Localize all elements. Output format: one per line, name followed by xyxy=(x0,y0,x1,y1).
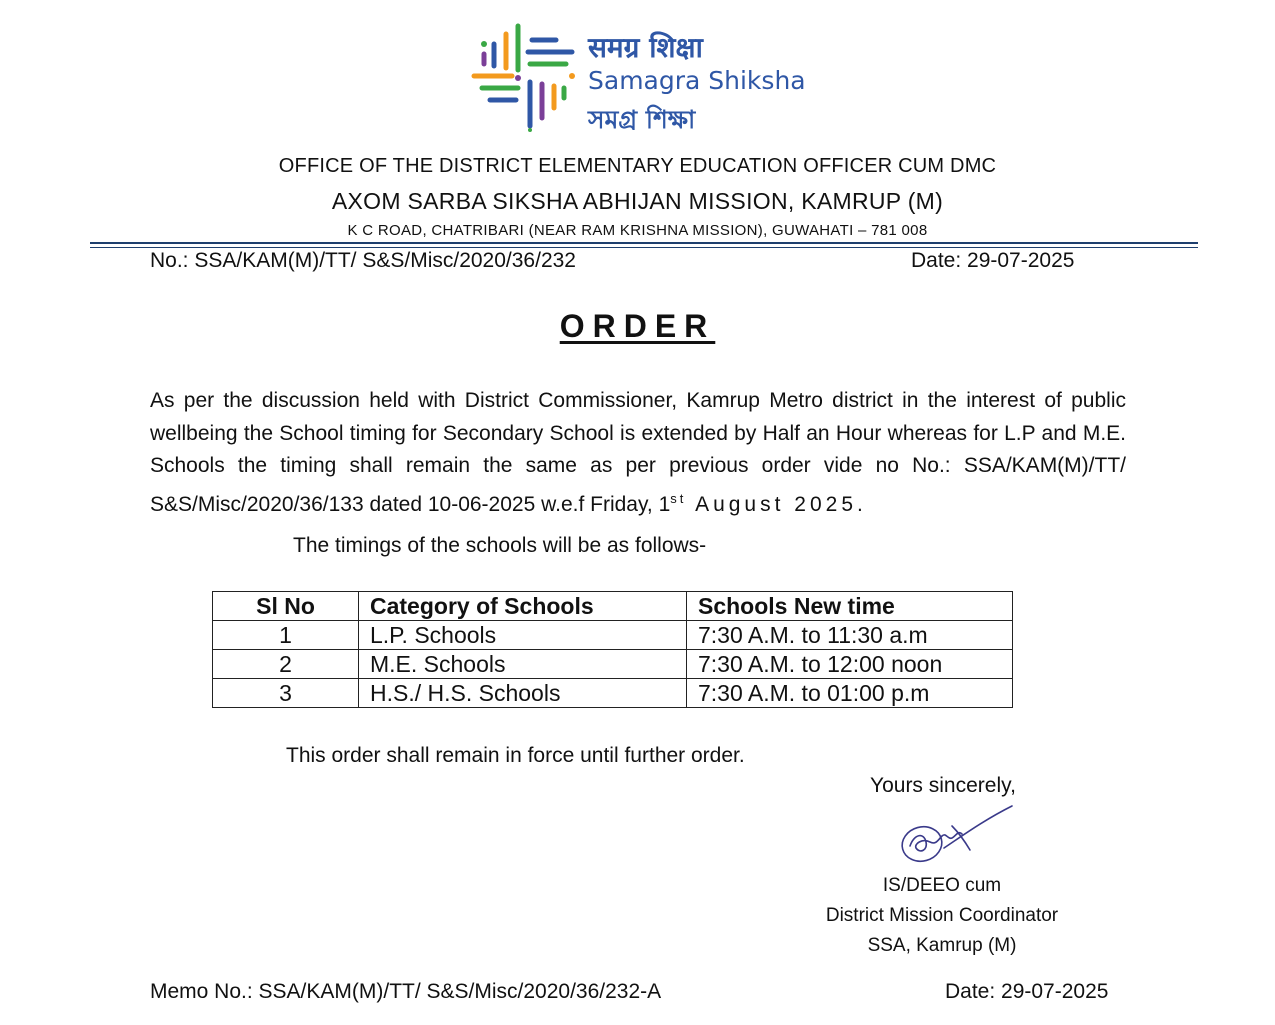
salutation: Yours sincerely, xyxy=(870,774,1016,797)
signatory-designation-2: District Mission Coordinator xyxy=(825,905,1059,926)
timings-intro: The timings of the schools will be as follows- xyxy=(293,534,707,557)
cell-category: L.P. Schools xyxy=(359,621,687,650)
logo-title-english: Samagra Shiksha xyxy=(588,66,806,95)
order-title-wrapper xyxy=(0,308,1275,345)
logo-title-hindi: समग्र शिक्षा xyxy=(588,31,703,64)
mission-heading: AXOM SARBA SIKSHA ABHIJAN MISSION, KAMRUP (M) xyxy=(331,188,944,214)
cell-new-time: 7:30 A.M. to 01:00 p.m xyxy=(687,679,1013,708)
logo-title-bengali: সমগ্র শিক্ষা xyxy=(588,105,696,134)
paragraph-tail: August 2025. xyxy=(686,492,867,516)
samagra-shiksha-logo-icon xyxy=(468,20,580,132)
header-new-time: Schools New time xyxy=(687,592,1013,621)
header-divider-thick xyxy=(90,242,1198,244)
order-body-paragraph xyxy=(150,385,1126,521)
cell-sl-no: 3 xyxy=(213,679,359,708)
cell-category: H.S./ H.S. Schools xyxy=(359,679,687,708)
reference-number: No.: SSA/KAM(M)/TT/ S&S/Misc/2020/36/232 xyxy=(150,249,576,272)
cell-new-time: 7:30 A.M. to 11:30 a.m xyxy=(687,621,1013,650)
cell-sl-no: 1 xyxy=(213,621,359,650)
closing-statement: This order shall remain in force until further order. xyxy=(286,744,745,767)
signature-icon xyxy=(892,800,1018,870)
header-category: Category of Schools xyxy=(359,592,687,621)
paragraph-superscript: st xyxy=(670,490,687,506)
signatory-block xyxy=(780,871,1104,961)
office-address: K C ROAD, CHATRIBARI (NEAR RAM KRISHNA MISSION), GUWAHATI – 781 008 xyxy=(347,222,928,239)
signatory-designation-3: SSA, Kamrup (M) xyxy=(867,935,1017,956)
memo-date: Date: 29-07-2025 xyxy=(945,980,1109,1003)
table-row xyxy=(213,650,1013,679)
order-title: ORDER xyxy=(559,308,716,344)
cell-category: M.E. Schools xyxy=(359,650,687,679)
office-heading: OFFICE OF THE DISTRICT ELEMENTARY EDUCATION OFFICER CUM DMC xyxy=(278,155,997,177)
header-divider-thin xyxy=(90,247,1198,248)
paragraph-lead: As per the discussion held with District Commissioner, Kamrup Metro district in the interest of public wellbeing the School timing for Secondary School is extended by Half an Hour whereas for L.P and M.E. Schools the timing shall remain the same as per previous order vide no No.: SSA/KAM(M)/TT/ S&S/Misc/2020/36/133 dated 10-06-2025 w.e.f Friday, 1 xyxy=(150,389,1126,516)
reference-date: Date: 29-07-2025 xyxy=(911,249,1075,272)
table-row xyxy=(213,621,1013,650)
header-sl-no: Sl No xyxy=(213,592,359,621)
table-row xyxy=(213,679,1013,708)
signatory-designation-1: IS/DEEO cum xyxy=(882,875,1002,896)
table-header-row xyxy=(213,592,1013,621)
cell-new-time: 7:30 A.M. to 12:00 noon xyxy=(687,650,1013,679)
cell-sl-no: 2 xyxy=(213,650,359,679)
memo-number: Memo No.: SSA/KAM(M)/TT/ S&S/Misc/2020/36/232-A xyxy=(150,980,662,1003)
school-timings-table xyxy=(212,591,1013,708)
